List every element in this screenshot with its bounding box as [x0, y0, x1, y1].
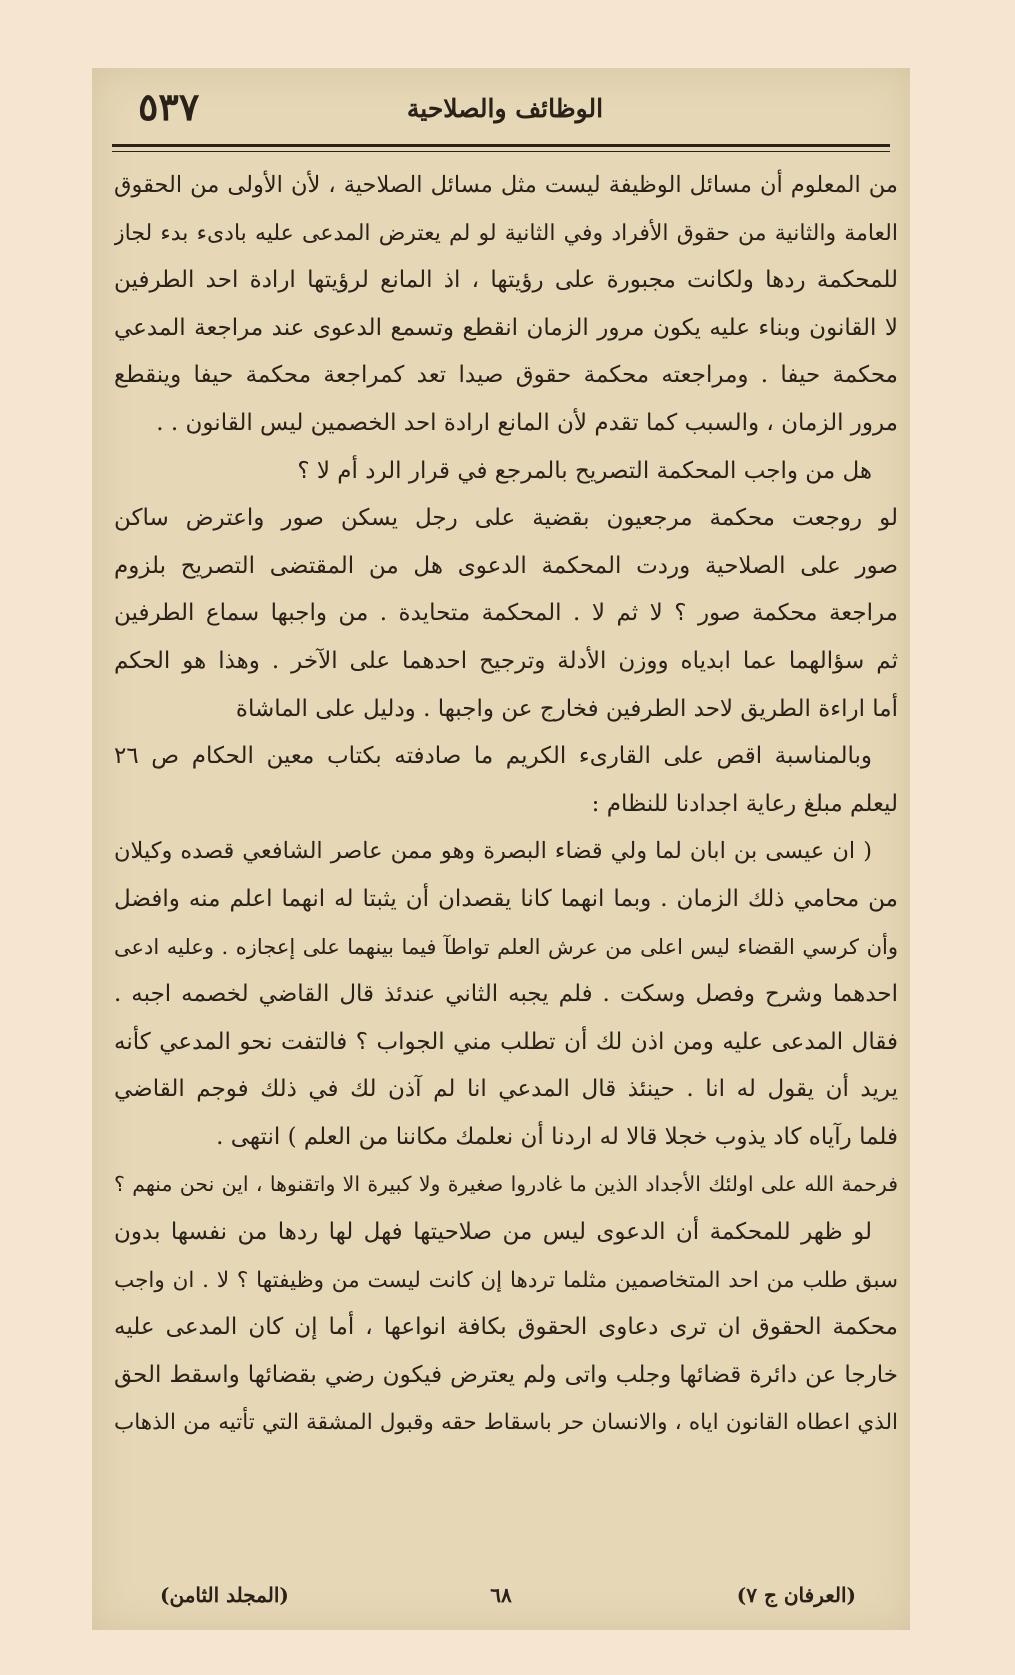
- text-line: مرور الزمان ، والسبب كما تقدم لأن المانع ارادة احد الخصمين ليس القانون . .: [156, 409, 898, 436]
- journal-page: [92, 68, 910, 1630]
- text-line: فقال المدعى عليه ومن اذن لك أن تطلب مني الجواب ؟ فالتفت نحو المدعي كأنه: [114, 1028, 898, 1055]
- text-line: العامة والثانية من حقوق الأفراد وفي الثانية لو لم يعترض المدعى عليه بادىء بدء لجاز: [114, 220, 898, 246]
- header-rule-thin: [112, 151, 890, 152]
- running-title: الوظائف والصلاحية: [406, 94, 604, 123]
- text-line: محكمة حيفا . ومراجعته محكمة حقوق صيدا تعد كمراجعة محكمة حيفا وينقطع: [114, 362, 898, 389]
- section-question: لو ظهر للمحكمة أن الدعوى ليس من صلاحيتها فهل لها ردها من نفسها بدون: [114, 1219, 872, 1246]
- journal-issue: (العرفان ج ٧): [736, 1583, 856, 1607]
- text-line: من المعلوم أن مسائل الوظيفة ليست مثل مسائل الصلاحية ، لأن الأولى من الحقوق: [114, 172, 898, 198]
- text-line: لا القانون وبناء عليه يكون مرور الزمان انقطع وتسمع الدعوى عند مراجعة المدعي: [114, 314, 898, 341]
- text-line: يريد أن يقول له انا . حينئذ قال المدعي انا لم آذن لك في ذلك فوجم القاضي: [114, 1076, 898, 1103]
- page-footer: [132, 1583, 870, 1613]
- text-line: احدهما وشرح وفصل وسكت . فلم يجبه الثاني عندئذ قال القاضي لخصمه اجبه .: [114, 981, 898, 1008]
- text-line: وأن كرسي القضاء ليس اعلى من عرش العلم تواطآ فيما بينهما على إعجازه . وعليه ادعى: [114, 934, 898, 959]
- header-rule: [112, 144, 890, 147]
- text-line: وبالمناسبة اقص على القارىء الكريم ما صادفته بكتاب معين الحكام ص ٢٦: [114, 743, 872, 770]
- text-line: من محامي ذلك الزمان . وبما انهما كانا يقصدان أن يثبتا له انهما اعلم منه وافضل: [114, 885, 898, 912]
- text-line: محكمة الحقوق ان ترى دعاوى الحقوق بكافة انواعها ، أما إن كان المدعى عليه: [114, 1314, 898, 1341]
- page-number: ٥٣٧: [138, 84, 200, 129]
- text-line: ثم سؤالهما عما ابدياه ووزن الأدلة وترجيح احدهما على الآخر . وهذا هو الحكم: [114, 647, 898, 674]
- text-line: أما اراءة الطريق لاحد الطرفين فخارج عن واجبها . ودليل على الماشاة: [235, 695, 898, 722]
- text-line: خارجا عن دائرة قضائها وجلب واتى ولم يعترض فيكون رضي بقضائها واسقط الحق: [114, 1361, 898, 1388]
- section-question: هل من واجب المحكمة التصريح بالمرجع في قرار الرد أم لا ؟: [297, 457, 872, 484]
- text-line: ( ان عيسى بن ابان لما ولي قضاء البصرة وهو ممن عاصر الشافعي قصده وكيلان: [114, 838, 872, 865]
- article-body: [114, 162, 898, 1447]
- folio-number: ٦٨: [490, 1583, 512, 1607]
- text-line: الذي اعطاه القانون اياه ، والانسان حر باسقاط حقه وقبول المشقة التي تأتيه من الذهاب: [114, 1410, 898, 1436]
- text-line: لو روجعت محكمة مرجعيون بقضية على رجل يسكن صور واعترض ساكن: [114, 505, 898, 532]
- volume-label: (المجلد الثامن): [160, 1583, 289, 1607]
- text-line: مراجعة محكمة صور ؟ لا ثم لا . المحكمة متحايدة . من واجبها سماع الطرفين: [114, 600, 898, 627]
- text-line: صور على الصلاحية وردت المحكمة الدعوى هل من المقتضى التصريح بلزوم: [114, 552, 898, 579]
- text-line: سبق طلب من احد المتخاصمين مثلما تردها إن كانت ليست من وظيفتها ؟ لا . ان واجب: [114, 1267, 898, 1293]
- text-line: ليعلم مبلغ رعاية اجدادنا للنظام :: [591, 790, 898, 817]
- text-line: للمحكمة ردها ولكانت مجبورة على رؤيتها ، اذ المانع لرؤيتها ارادة احد الطرفين: [114, 267, 898, 294]
- text-line: فلما رآياه كاد يذوب خجلا قالا له اردنا أن نعلمك مكاننا من العلم ) انتهى .: [216, 1123, 898, 1150]
- text-line: فرحمة الله على اولئك الأجداد الذين ما غادروا صغيرة ولا كبيرة الا واتقنوها ، اين نحن منهم ؟: [114, 1172, 898, 1197]
- page-header: [120, 82, 890, 138]
